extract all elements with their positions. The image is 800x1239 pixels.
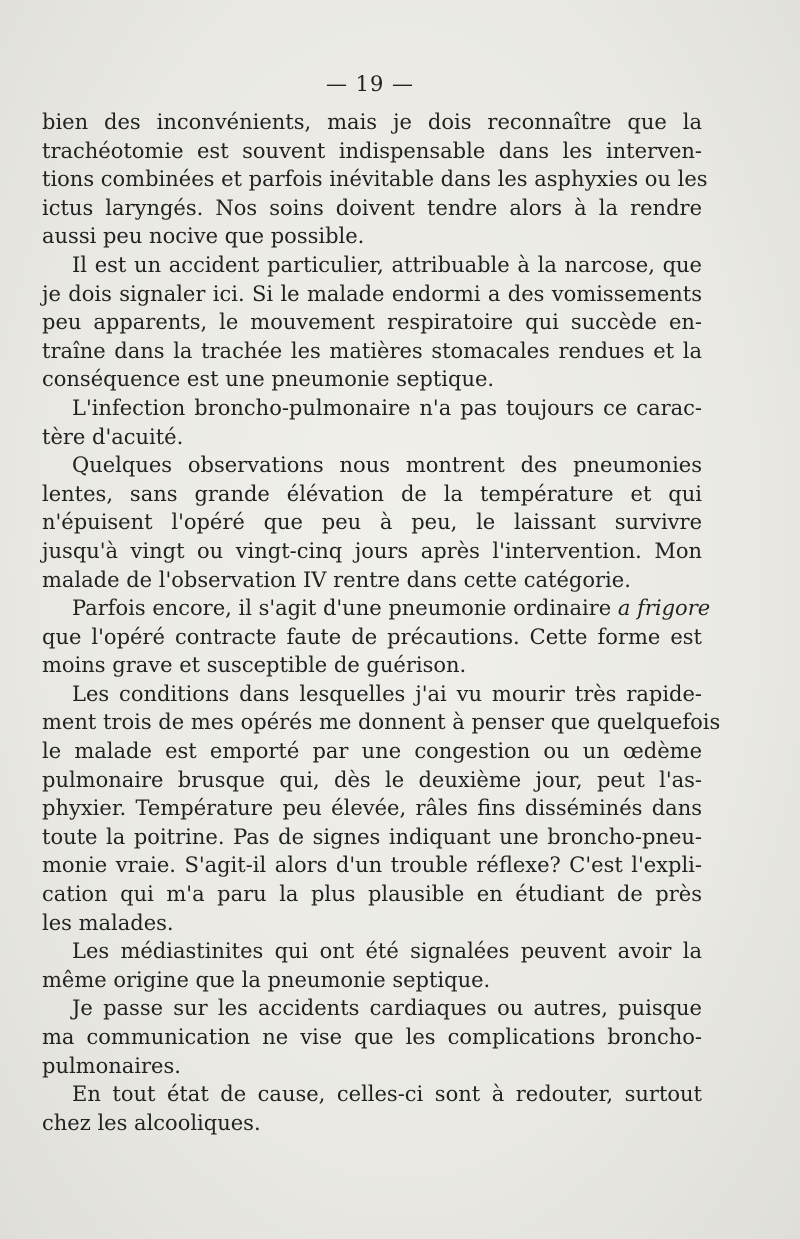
- text-line: pulmonaires.: [42, 1053, 181, 1078]
- text-line: le malade est emporté par une congestion ou un œdème: [42, 739, 702, 764]
- text-line: monie vraie. S'agit-il alors d'un trouble réflexe? C'est l'expli-: [42, 853, 702, 878]
- text-line: ma communication ne vise que les complications broncho-: [42, 1025, 702, 1049]
- page-number: — 19 —: [325, 72, 415, 96]
- paragraph: [42, 937, 702, 994]
- text-line: jusqu'à vingt ou vingt-cinq jours après l'intervention. Mon: [42, 538, 702, 563]
- text-line: les malades.: [42, 910, 174, 935]
- paragraph: [42, 994, 702, 1080]
- text-line: je dois signaler ici. Si le malade endormi a des vomissements: [42, 281, 702, 306]
- text-line: n'épuisent l'opéré que peu à peu, le laissant survivre: [42, 510, 702, 535]
- text-line: malade de l'observation IV rentre dans cette catégorie.: [42, 567, 631, 592]
- text-run: Parfois encore, il s'agit d'une pneumonie ordinaire: [72, 596, 618, 621]
- text-line: traîne dans la trachée les matières stomacales rendues et la: [42, 338, 702, 363]
- text-line: aussi peu nocive que possible.: [42, 224, 365, 249]
- text-line: trachéotomie est souvent indispensable dans les interven-: [42, 138, 702, 163]
- text-line: cation qui m'a paru la plus plausible en étudiant de près: [42, 882, 702, 907]
- paragraph: [42, 451, 702, 594]
- paragraph: [42, 251, 702, 394]
- text-line: que l'opéré contracte faute de précautions. Cette forme est: [42, 624, 702, 649]
- text-line: pulmonaire brusque qui, dès le deuxième jour, peut l'as-: [42, 767, 702, 792]
- text-line: [42, 594, 711, 623]
- text-line: ictus laryngés. Nos soins doivent tendre alors à la rendre: [42, 195, 702, 220]
- text-line: L'infection broncho-pulmonaire n'a pas toujours ce carac-: [72, 395, 702, 420]
- text-line: Je passe sur les accidents cardiaques ou autres, puisque: [72, 996, 702, 1021]
- text-line: tions combinées et parfois inévitable dans les asphyxies ou les: [42, 167, 708, 192]
- body-text: [42, 108, 721, 1137]
- text-line: phyxier. Température peu élevée, râles fins disséminés dans: [42, 796, 702, 821]
- text-line: toute la poitrine. Pas de signes indiquant une broncho-pneu-: [42, 824, 702, 849]
- text-line: ment trois de mes opérés me donnent à penser que quelquefois: [42, 710, 721, 735]
- paragraph: [42, 680, 721, 937]
- paragraph: [42, 108, 708, 251]
- paragraph: [42, 594, 711, 680]
- text-line: peu apparents, le mouvement respiratoire qui succède en-: [42, 310, 702, 335]
- italic-phrase: a frigore: [617, 596, 711, 621]
- text-line: Quelques observations nous montrent des pneumonies: [72, 453, 702, 478]
- text-line: lentes, sans grande élévation de la température et qui: [42, 481, 702, 506]
- text-line: chez les alcooliques.: [42, 1110, 261, 1135]
- text-line: Les conditions dans lesquelles j'ai vu mourir très rapide-: [72, 681, 702, 706]
- text-line: tère d'acuité.: [42, 424, 184, 449]
- text-line: Il est un accident particulier, attribuable à la narcose, que: [72, 252, 702, 277]
- text-line: conséquence est une pneumonie septique.: [42, 367, 495, 392]
- paragraph: [42, 394, 702, 451]
- text-line: Les médiastinites qui ont été signalées peuvent avoir la: [72, 939, 702, 964]
- text-line: même origine que la pneumonie septique.: [42, 967, 491, 992]
- text-line: moins grave et susceptible de guérison.: [42, 653, 467, 678]
- text-line: bien des inconvénients, mais je dois reconnaître que la: [42, 110, 702, 134]
- text-line: En tout état de cause, celles-ci sont à redouter, surtout: [72, 1082, 702, 1107]
- paragraph: [42, 1080, 702, 1137]
